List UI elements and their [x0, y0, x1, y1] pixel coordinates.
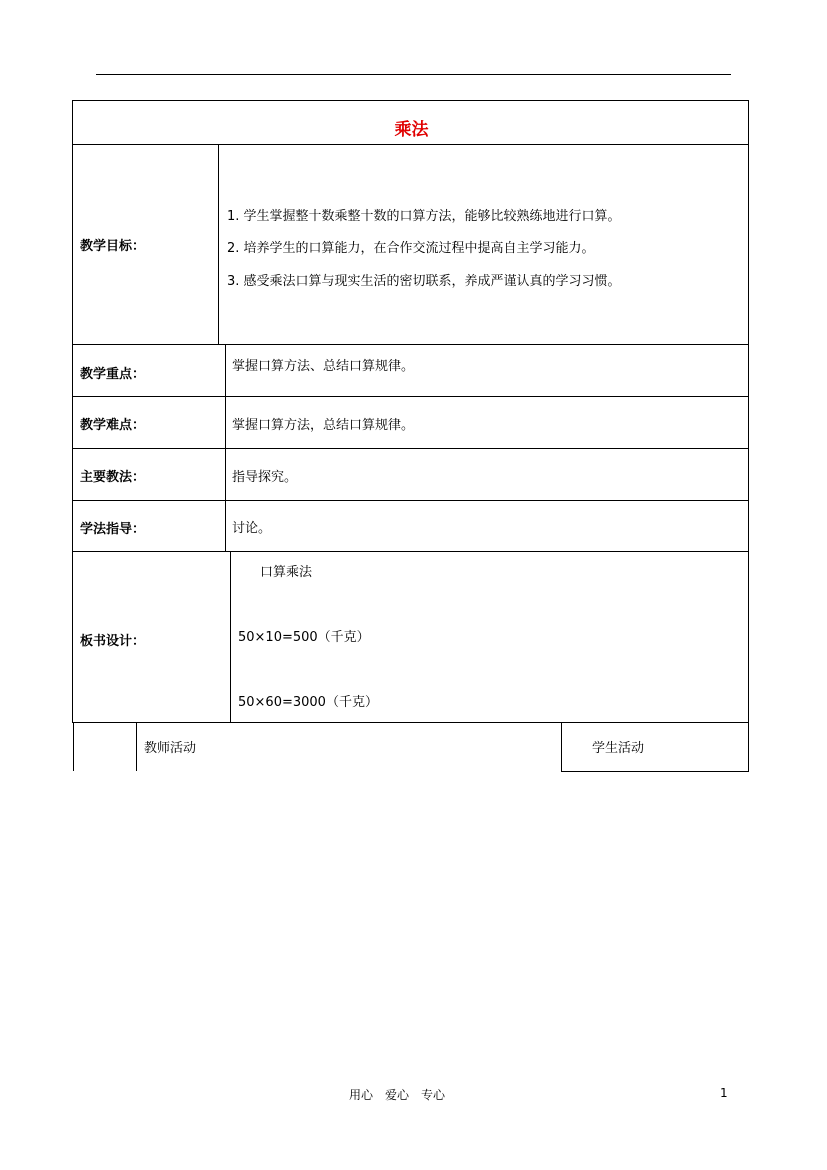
- student-activity-cell: [561, 722, 749, 772]
- column-divider: [225, 345, 226, 552]
- learning-guidance-label: 学法指导：: [80, 522, 146, 537]
- objective-item-1: 1. 学生掌握整十数乘整十数的口算方法，能够比较熟练地进行口算。: [227, 209, 621, 224]
- board-line-2: 50×60=3000（千克）: [238, 695, 378, 710]
- difficulties-value: 掌握口算方法，总结口算规律。: [232, 418, 415, 433]
- teacher-activity-header: 教师活动: [144, 741, 197, 756]
- column-divider: [230, 552, 231, 723]
- key-points-label: 教学重点：: [80, 367, 146, 382]
- header-rule: [96, 74, 731, 75]
- teaching-method-value: 指导探究。: [232, 470, 298, 485]
- board-heading: 口算乘法: [260, 565, 313, 580]
- row-divider: [73, 448, 748, 449]
- row-divider: [73, 500, 748, 501]
- teaching-method-label: 主要教法：: [80, 470, 146, 485]
- objective-item-3: 3. 感受乘法口算与现实生活的密切联系，养成严谨认真的学习习惯。: [227, 274, 621, 289]
- activities-left-edge: [73, 723, 74, 771]
- footer-motto: 用心 爱心 专心: [349, 1088, 446, 1102]
- row-divider: [73, 551, 748, 552]
- board-line-1: 50×10=500（千克）: [238, 630, 370, 645]
- key-points-value: 掌握口算方法、总结口算规律。: [232, 359, 415, 374]
- page-number: 1: [720, 1086, 728, 1100]
- objective-item-2: 2. 培养学生的口算能力，在合作交流过程中提高自主学习能力。: [227, 241, 595, 256]
- difficulties-label: 教学难点：: [80, 418, 146, 433]
- lesson-title: 乘法: [394, 120, 429, 140]
- column-divider: [218, 145, 219, 344]
- learning-guidance-value: 讨论。: [232, 521, 272, 536]
- student-activity-header: 学生活动: [592, 741, 645, 756]
- row-divider: [73, 344, 748, 345]
- activities-column-divider: [136, 723, 137, 771]
- objectives-label: 教学目标：: [80, 239, 146, 254]
- board-design-label: 板书设计：: [80, 634, 146, 649]
- row-divider: [73, 144, 748, 145]
- row-divider: [73, 396, 748, 397]
- lesson-plan-table: [72, 100, 749, 723]
